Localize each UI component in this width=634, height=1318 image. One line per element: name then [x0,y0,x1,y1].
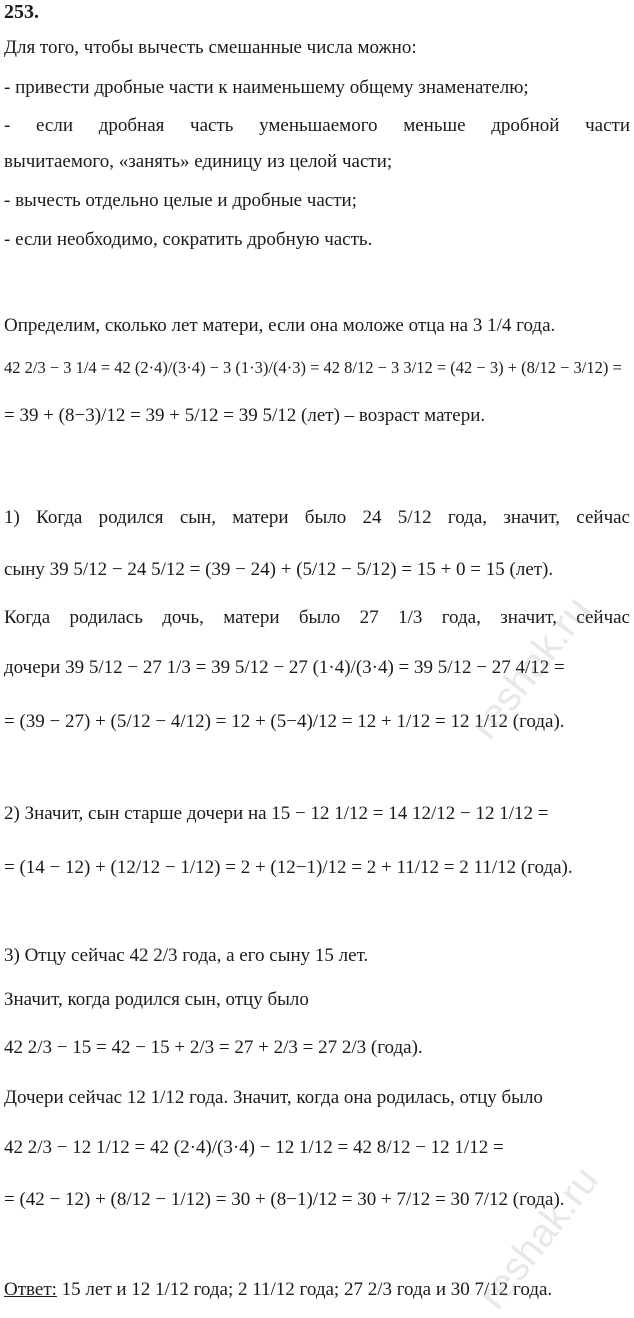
step-3-line-1: 3) Отцу сейчас 42 2/3 года, а его сыну 15 лет. [4,945,369,966]
mother-calc-line-1: 42 2/3 − 3 1/4 = 42 (2·4)/(3·4) − 3 (1·3)/(4·3) = 42 8/12 − 3 3/12 = (42 − 3) + (8/12 − 3/12) = [4,358,622,377]
answer-line [4,1278,552,1302]
step-3-line-2: Значит, когда родился сын, отцу было [4,989,309,1010]
step-1-line-4: дочери 39 5/12 − 27 1/3 = 39 5/12 − 27 (1·4)/(3·4) = 39 5/12 − 27 4/12 = [4,657,565,678]
step-1-line-1: 1) Когда родился сын, матери было 24 5/12 года, значит, сейчас [4,507,630,528]
step-3-line-4: Дочери сейчас 12 1/12 года. Значит, когда она родилась, отцу было [4,1087,543,1108]
rule-2-part-2: вычитаемого, «занять» единицу из целой части; [4,151,393,172]
step-3-line-6: = (42 − 12) + (8/12 − 1/12) = 30 + (8−1)/12 = 30 + 7/12 = 30 7/12 (года). [4,1189,565,1210]
step-3-line-5: 42 2/3 − 12 1/12 = 42 (2·4)/(3·4) − 12 1/12 = 42 8/12 − 12 1/12 = [4,1137,504,1158]
watermark-lower: reshak.ru [470,1158,608,1318]
rule-3: - вычесть отдельно целые и дробные части; [4,190,357,211]
problem-number: 253. [4,1,39,23]
step-1-line-5: = (39 − 27) + (5/12 − 4/12) = 12 + (5−4)/12 = 12 + 1/12 = 12 1/12 (года). [4,711,565,732]
watermark-upper: reshak.ru [462,588,600,748]
step-3-line-3: 42 2/3 − 15 = 42 − 15 + 2/3 = 27 + 2/3 = 27 2/3 (года). [4,1037,423,1058]
step-1-line-2: сыну 39 5/12 − 24 5/12 = (39 − 24) + (5/12 − 5/12) = 15 + 0 = 15 (лет). [4,559,554,580]
rule-4: - если необходимо, сократить дробную часть. [4,229,373,250]
step-2-line-1: 2) Значит, сын старше дочери на 15 − 12 1/12 = 14 12/12 − 12 1/12 = [4,803,549,824]
rule-1: - привести дробные части к наименьшему общему знаменателю; [4,77,529,98]
step-1-line-3: Когда родилась дочь, матери было 27 1/3 года, значит, сейчас [4,607,630,628]
rule-2-part-1: - если дробная часть уменьшаемого меньше дробной части [4,115,630,136]
answer-label: Ответ: [4,1279,57,1300]
answer-text: 15 лет и 12 1/12 года; 2 11/12 года; 27 2/3 года и 30 7/12 года. [61,1279,553,1300]
mother-calc-line-2: = 39 + (8−3)/12 = 39 + 5/12 = 39 5/12 (лет) – возраст матери. [4,405,486,426]
mother-statement: Определим, сколько лет матери, если она моложе отца на 3 1/4 года. [4,315,556,336]
step-2-line-2: = (14 − 12) + (12/12 − 1/12) = 2 + (12−1)/12 = 2 + 11/12 = 2 11/12 (года). [4,857,573,878]
intro-lead: Для того, чтобы вычесть смешанные числа можно: [4,37,417,58]
